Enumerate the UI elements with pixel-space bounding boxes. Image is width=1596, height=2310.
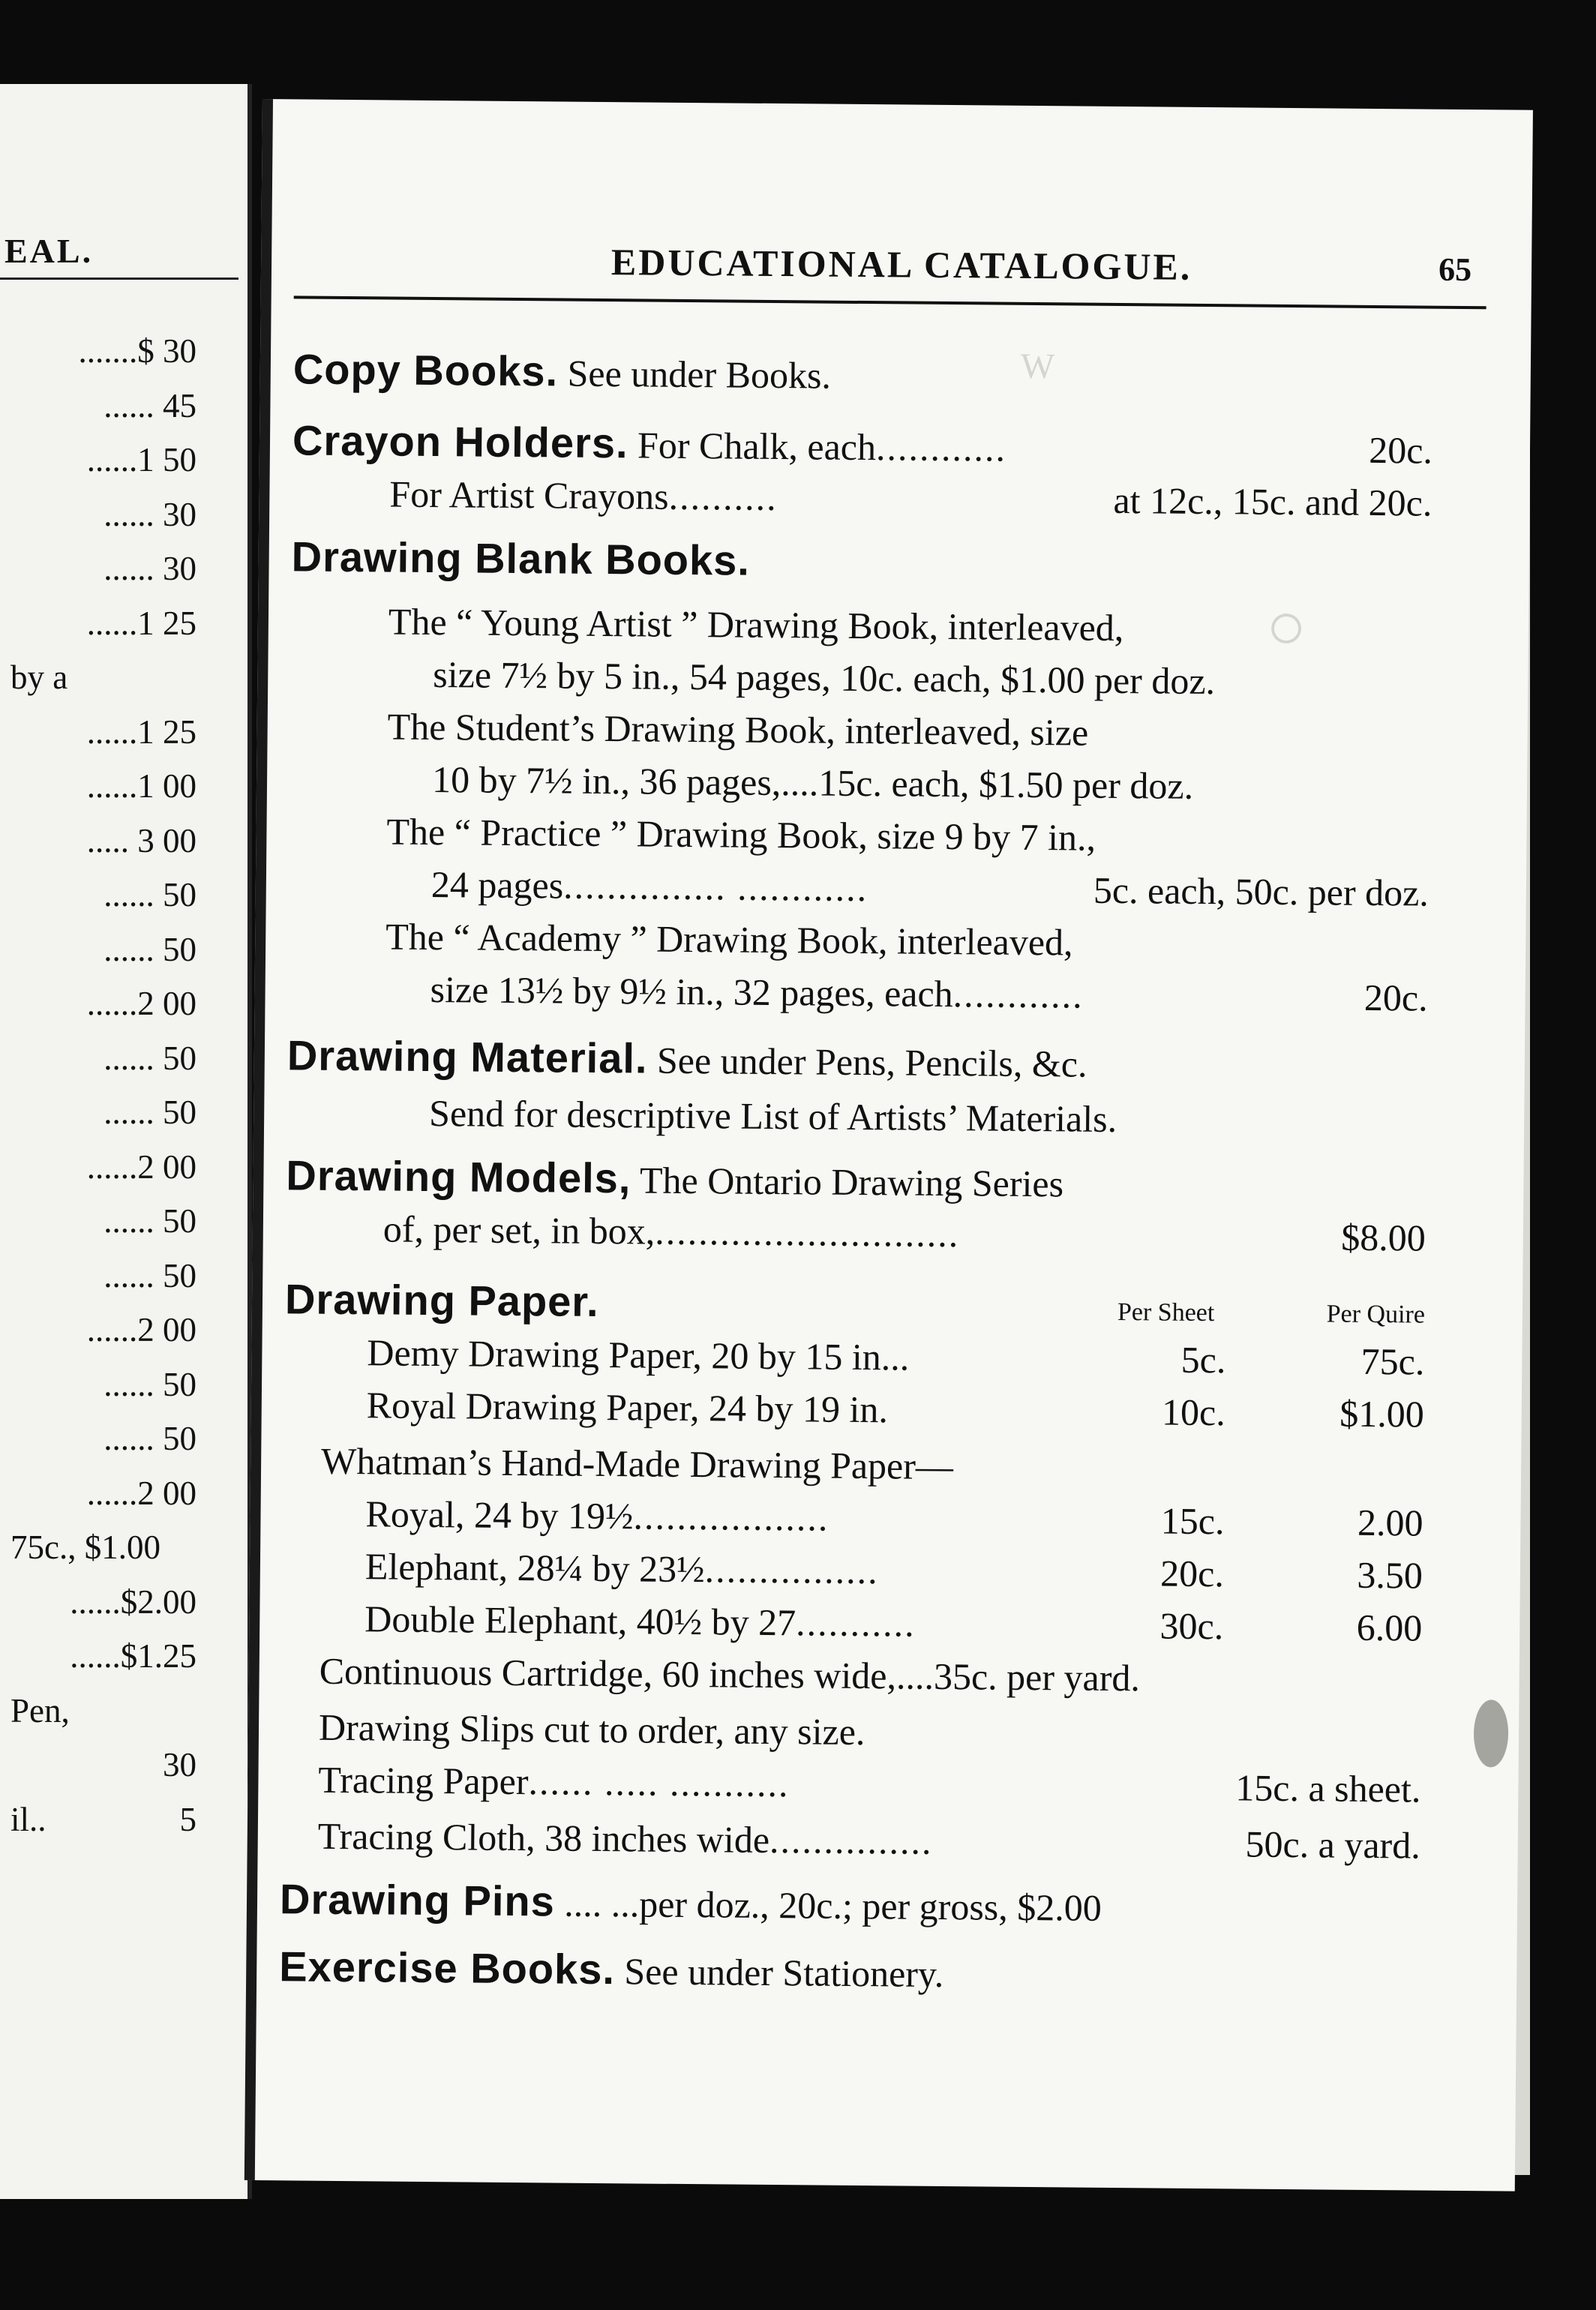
entry-heading: Drawing Material. <box>286 1031 648 1082</box>
facing-page-row <box>0 984 196 1029</box>
catalogue-line <box>431 862 1429 916</box>
catalogue-line <box>432 757 1430 811</box>
facing-page-row-value: 5 <box>179 1800 196 1838</box>
facing-page-row-value: ......1 50 <box>86 441 196 478</box>
facing-page-row-value: ......2 00 <box>86 985 196 1022</box>
catalogue-line <box>285 1276 1425 1333</box>
catalogue-line <box>365 1544 1423 1598</box>
catalogue-line <box>319 1648 1421 1703</box>
facing-page-row <box>0 1256 196 1301</box>
price-per-sheet: 20c. <box>1160 1552 1225 1595</box>
price-per-sheet: 10c. <box>1161 1390 1226 1434</box>
entry-price: 5c. each, 50c. per doz. <box>1093 868 1430 914</box>
entry-text: The “ Young Artist ” Drawing Book, interleaved, <box>388 600 1124 650</box>
facing-page-row-value: ......2 00 <box>86 1311 196 1348</box>
catalogue-line <box>364 1596 1422 1650</box>
facing-page-row-value: ......2 00 <box>86 1474 196 1512</box>
price-per-quire: 75c. <box>1360 1340 1425 1383</box>
dot-leader: ............ <box>875 426 1007 470</box>
facing-page-row <box>0 1148 196 1192</box>
dot-leader: ...... ..... ........... <box>528 1760 790 1805</box>
catalogue-line <box>321 1438 1424 1493</box>
facing-page-row <box>0 875 196 920</box>
entry-text: Continuous Cartridge, 60 inches wide,....35c. per yard. <box>319 1649 1141 1700</box>
entry-text: 24 pages <box>430 863 564 907</box>
catalogue-line <box>388 598 1431 652</box>
entry-text: size 7½ by 5 in., 54 pages, 10c. each, $1.00 per doz. <box>433 653 1216 703</box>
catalogue-line <box>280 1876 1420 1933</box>
facing-page-row <box>0 1474 196 1519</box>
facing-page-row <box>0 930 196 975</box>
dot-leader: ............................ <box>655 1210 960 1256</box>
entry-heading: Exercise Books. <box>278 1942 616 1994</box>
facing-page-row-text: 75c., $1.00 <box>10 1528 160 1566</box>
facing-page-row-value: ...... 50 <box>104 1094 196 1131</box>
facing-page-row-value: ......1 25 <box>86 712 196 751</box>
entry-price: 20c. <box>1369 428 1433 472</box>
facing-page-row-value: ...... 30 <box>104 495 196 533</box>
facing-page-row <box>0 332 196 376</box>
entry-text: 10 by 7½ in., 36 pages,....15c. each, $1.50 per doz. <box>431 758 1194 807</box>
entry-text: See under Books. <box>567 352 832 397</box>
catalogue-line <box>429 1090 1426 1144</box>
facing-page-row <box>0 821 196 866</box>
facing-page-row <box>0 549 196 594</box>
facing-page-row <box>0 1093 196 1138</box>
facing-page-row <box>0 386 196 431</box>
entry-heading: Drawing Paper. <box>284 1275 599 1325</box>
facing-page-row-value: ...... 50 <box>104 1420 196 1457</box>
facing-page <box>0 84 252 2199</box>
facing-page-row-value: ...... 50 <box>104 1365 196 1403</box>
entry-text: Demy Drawing Paper, 20 by 15 in... <box>367 1331 910 1378</box>
catalogue-line <box>389 471 1432 525</box>
facing-page-row <box>0 766 196 812</box>
dot-leader: ............ <box>952 973 1084 1016</box>
show-through: ○ <box>1265 589 1307 664</box>
facing-page-row <box>0 1419 196 1464</box>
show-through: W <box>1020 346 1055 387</box>
facing-page-row <box>0 658 196 703</box>
facing-page-row <box>0 1691 196 1736</box>
catalogue-line <box>318 1814 1420 1868</box>
facing-page-row <box>0 1528 196 1573</box>
facing-page-row <box>0 1636 196 1682</box>
facing-page-row <box>0 1745 196 1790</box>
entry-heading: Drawing Blank Books. <box>291 532 751 584</box>
entry-text: Tracing Paper <box>318 1758 529 1803</box>
facing-page-row-value: ...... 50 <box>104 930 196 968</box>
price-per-sheet: 15c. <box>1160 1499 1225 1543</box>
entry-text: Royal Drawing Paper, 24 by 19 in. <box>366 1384 889 1431</box>
dot-leader: .................. <box>633 1495 830 1539</box>
catalogue-line <box>383 1206 1426 1260</box>
price-per-sheet: 5c. <box>1180 1338 1226 1382</box>
entry-text: See under Stationery. <box>624 1950 944 1996</box>
facing-page-header: EAL. <box>4 232 94 270</box>
catalogue-line <box>365 1491 1423 1545</box>
catalogue-line <box>386 914 1428 968</box>
catalogue-line <box>367 1382 1424 1436</box>
entry-text: Send for descriptive List of Artists’ Materials. <box>428 1091 1118 1140</box>
facing-page-row-value: ...... 50 <box>104 876 196 914</box>
catalogue-line <box>430 967 1427 1021</box>
entry-text: The “ Practice ” Drawing Book, size 9 by 7 in., <box>386 810 1096 859</box>
dot-leader: ................ <box>704 1548 879 1592</box>
facing-page-rule <box>0 278 238 280</box>
facing-page-row-value: ...... 45 <box>104 386 196 424</box>
facing-page-row <box>0 1365 196 1410</box>
facing-page-row-value: ......1 25 <box>86 604 196 642</box>
catalogue-line <box>367 1330 1424 1384</box>
page-number: 65 <box>1438 250 1472 289</box>
facing-page-row <box>0 1582 196 1628</box>
facing-page-row-value: ......1 00 <box>86 767 196 805</box>
running-head: EDUCATIONAL CATALOGUE. <box>610 241 1192 288</box>
entry-text: .... ...per doz., 20c.; per gross, $2.00 <box>564 1882 1102 1929</box>
facing-page-row-value: ...... 50 <box>104 1039 196 1077</box>
facing-page-row-text: Pen, <box>10 1691 70 1730</box>
catalogue-line <box>292 418 1432 474</box>
entry-text: of, per set, in box, <box>382 1208 656 1252</box>
facing-page-row <box>0 604 196 649</box>
column-header-per-quire: Per Quire <box>1326 1300 1426 1329</box>
entry-price: 20c. <box>1364 976 1428 1019</box>
entry-text: The “ Academy ” Drawing Book, interleaved, <box>386 915 1073 964</box>
catalogue-line <box>386 808 1429 862</box>
facing-page-row-value: ......$2.00 <box>70 1582 196 1621</box>
catalogue-line <box>293 346 1433 403</box>
entry-text: size 13½ by 9½ in., 32 pages, each <box>430 968 953 1016</box>
facing-page-row-value: ...... 30 <box>104 550 196 587</box>
entry-heading: Crayon Holders. <box>292 416 628 467</box>
catalogue-line <box>279 1944 1419 2000</box>
entry-text: Royal, 24 by 19½ <box>365 1492 634 1538</box>
header-rule <box>294 296 1486 309</box>
price-per-quire: 6.00 <box>1356 1606 1423 1649</box>
facing-page-row <box>0 495 196 540</box>
catalogue-page <box>244 99 1533 2192</box>
paper-stain <box>1474 1700 1509 1767</box>
facing-page-row-value: 30 <box>163 1746 196 1784</box>
dot-leader: ............... <box>769 1818 933 1862</box>
dot-leader: ........... <box>795 1601 916 1645</box>
entry-text: The Student’s Drawing Book, interleaved, size <box>387 705 1089 754</box>
price-per-quire: 3.50 <box>1357 1553 1424 1597</box>
facing-page-row-value: ..... 3 00 <box>86 821 196 860</box>
catalogue-line <box>318 1757 1420 1812</box>
catalogue-line <box>286 1153 1426 1209</box>
price-per-sheet: 30c. <box>1160 1604 1224 1648</box>
catalogue-line <box>387 704 1430 758</box>
column-header-per-sheet: Per Sheet <box>1117 1298 1215 1328</box>
entry-price: 50c. a yard. <box>1245 1822 1420 1867</box>
facing-page-row-text: by a <box>10 658 68 696</box>
facing-page-row-value: .......$ 30 <box>78 332 196 370</box>
entry-text: See under Pens, Pencils, &c. <box>656 1039 1088 1085</box>
catalogue-line <box>433 652 1430 706</box>
entry-text: Whatman’s Hand-Made Drawing Paper— <box>320 1439 954 1488</box>
facing-page-row <box>0 1800 196 1845</box>
catalogue-line <box>319 1705 1421 1760</box>
price-per-quire: 2.00 <box>1357 1501 1424 1544</box>
facing-page-row <box>0 1310 196 1355</box>
facing-page-row-value: ...... 50 <box>104 1202 196 1240</box>
facing-page-row <box>0 712 196 758</box>
dot-leader: .......... <box>668 475 778 519</box>
facing-page-row <box>0 1039 196 1084</box>
entry-text: For Chalk, each <box>637 424 877 469</box>
entry-heading: Drawing Models, <box>286 1151 632 1202</box>
facing-page-row-value: ......$1.25 <box>70 1637 196 1675</box>
facing-page-row-value: ......2 00 <box>86 1148 196 1186</box>
entry-heading: Copy Books. <box>292 345 559 395</box>
entry-price: $8.00 <box>1341 1216 1426 1259</box>
catalogue-line <box>287 1033 1427 1089</box>
dot-leader: ............... ............ <box>562 864 868 910</box>
entry-text: Drawing Slips cut to order, any size. <box>318 1706 866 1754</box>
entry-price: at 12c., 15c. and 20c. <box>1113 478 1432 524</box>
entry-price: 15c. a sheet. <box>1235 1766 1421 1810</box>
facing-page-row <box>0 440 196 485</box>
entry-heading: Drawing Pins <box>279 1875 556 1925</box>
entry-text: Tracing Cloth, 38 inches wide <box>317 1814 770 1861</box>
facing-page-row-value: ...... 50 <box>104 1256 196 1294</box>
catalogue-line <box>291 534 1431 590</box>
facing-page-row-text: il.. <box>10 1800 46 1838</box>
entry-text: For Artist Crayons <box>389 472 669 518</box>
entry-text: The Ontario Drawing Series <box>639 1159 1064 1205</box>
facing-page-row <box>0 1202 196 1246</box>
entry-text: Double Elephant, 40½ by 27 <box>364 1598 796 1644</box>
price-per-quire: $1.00 <box>1340 1392 1425 1436</box>
entry-text: Elephant, 28¼ by 23½ <box>364 1545 705 1591</box>
